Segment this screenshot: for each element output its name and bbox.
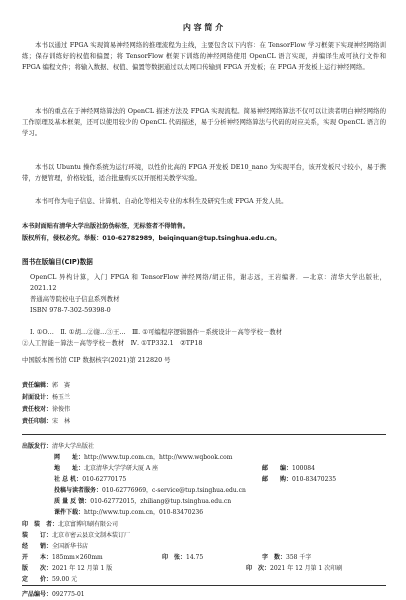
impression-row: 印 次：2021 年 12 月第 1 次印刷 <box>246 565 343 572</box>
mail-order-row: 邮 购：010-83470235 <box>262 476 337 483</box>
product-number-row: 产品编号：092775-01 <box>22 591 85 598</box>
divider <box>22 585 386 586</box>
summary-paragraph-4: 本书可作为电子信息、计算机、自动化等相关专业的本科生及研究生或 FPGA 开发人员。 <box>35 197 288 205</box>
cip-subject-1: Ⅰ. ①O… Ⅱ. ①胡…②谢…③王… Ⅲ. ①可编程序逻辑器件－系统设计－高等学校－教材 <box>30 328 283 336</box>
cip-series: 普通高等院校电子信息系列教材 <box>30 295 120 303</box>
summary-paragraph-1: 本书以通过 FPGA 实现简易神经网络的推理流程为主线，主要包含以下内容：在 TensorFlow 学习框架下实现神经网络训练；保存训练好的权值和偏置；将 TensorFlow 框架下训练的神经网络使用 OpenCL 语言实现，并编译生成可执行文件和 FPGA 编程文件；将输入数据、权值、偏置等数据通过以太网口传输到 FPGA 开发板；在 FPGA 开发板上运行神经网络。 <box>22 41 386 71</box>
edition-row: 版 次：2021 年 12 月第 1 版 <box>22 565 113 572</box>
editor-list <box>22 380 70 428</box>
sheets-row: 印 张：14.75 <box>162 554 204 561</box>
publisher-row: 出版发行：清华大学出版社 <box>22 443 95 450</box>
cip-header: 图书在版编目(CIP)数据 <box>22 258 93 266</box>
copyright-notice: 版权所有，侵权必究。举报：010-62782989，beiqinquan@tup.tsinghua.edu.cn。 <box>22 235 281 242</box>
cip-entry: OpenCL 异构计算，入门 FPGA 和 TensorFlow 神经网络/胡正伟，谢志远，王岩编著．—北京：清华大学出版社，2021.12 <box>30 273 386 292</box>
cip-isbn: ISBN 978-7-302-59398-0 <box>30 306 111 314</box>
summary-paragraph-3: 本书以 Ubuntu 操作系统为运行环境，以性价比高的 FPGA 开发板 DE10_nano 为实现平台，该开发板尺寸较小，易于携带，方便管理，价格较低，适合批量购买以开展相关教学实验。 <box>22 163 386 182</box>
courseware-row: 课件下载：http://www.tup.com.cn，010-83470236 <box>54 509 204 516</box>
price-row: 定 价：59.00 元 <box>22 576 78 583</box>
distributor-row: 经 销：全国新华书店 <box>22 543 89 550</box>
word-count-row: 字 数：358 千字 <box>262 554 312 561</box>
quality-feedback-row: 质 量 反 馈：010-62772015，zhiliang@tup.tsinghua.edu.cn <box>54 498 232 505</box>
editor-row: 责任印制：宋 林 <box>22 418 71 425</box>
switchboard-row: 社 总 机：010-62770175 <box>54 476 127 483</box>
editor-row: 封面设计：杨玉兰 <box>22 394 71 401</box>
summary-title: 内 容 简 介 <box>182 23 224 32</box>
zip-row: 邮 编：100084 <box>262 465 315 472</box>
editor-row: 责任校对：徐俊伟 <box>22 406 71 413</box>
reader-service-row: 投稿与读者服务：010-62776969，c-service@tup.tsinghua.edu.cn <box>54 487 246 494</box>
address-row: 地 址：北京清华大学学研大厦 A 座 <box>54 465 159 472</box>
summary-paragraph-2: 本书的重点在于神经网络算法的 OpenCL 描述方法及 FPGA 实现流程。简易神经网络算法不仅可以让读者明白神经网络的工作原理及基本框架，还可以使用较少的 OpenCL 代码描述，易于分析神经网络算法与代码的对应关系，实现 OpenCL 语言的学习。 <box>22 107 386 137</box>
anti-counterfeit-notice: 本书封面贴有清华大学出版社防伪标签，无标签者不得销售。 <box>22 223 190 230</box>
format-row: 开 本：185mm×260mm <box>22 554 103 561</box>
divider <box>22 434 386 435</box>
cip-record: 中国版本图书馆 CIP 数据核字(2021)第 212820 号 <box>22 356 171 364</box>
editor-row: 责任编辑：郭 赛 <box>22 382 71 389</box>
printer-row: 印 装 者：北京富博印刷有限公司 <box>22 521 119 528</box>
binder-row: 装 订：北京市密云县京文制本装订厂 <box>22 532 131 539</box>
web-row: 网 址：http://www.tup.com.cn，http://www.wqbook.com <box>54 454 233 461</box>
cip-subject-2: ②人工智能－算法－高等学校－教材 Ⅳ. ①TP332.1 ②TP18 <box>22 339 203 347</box>
